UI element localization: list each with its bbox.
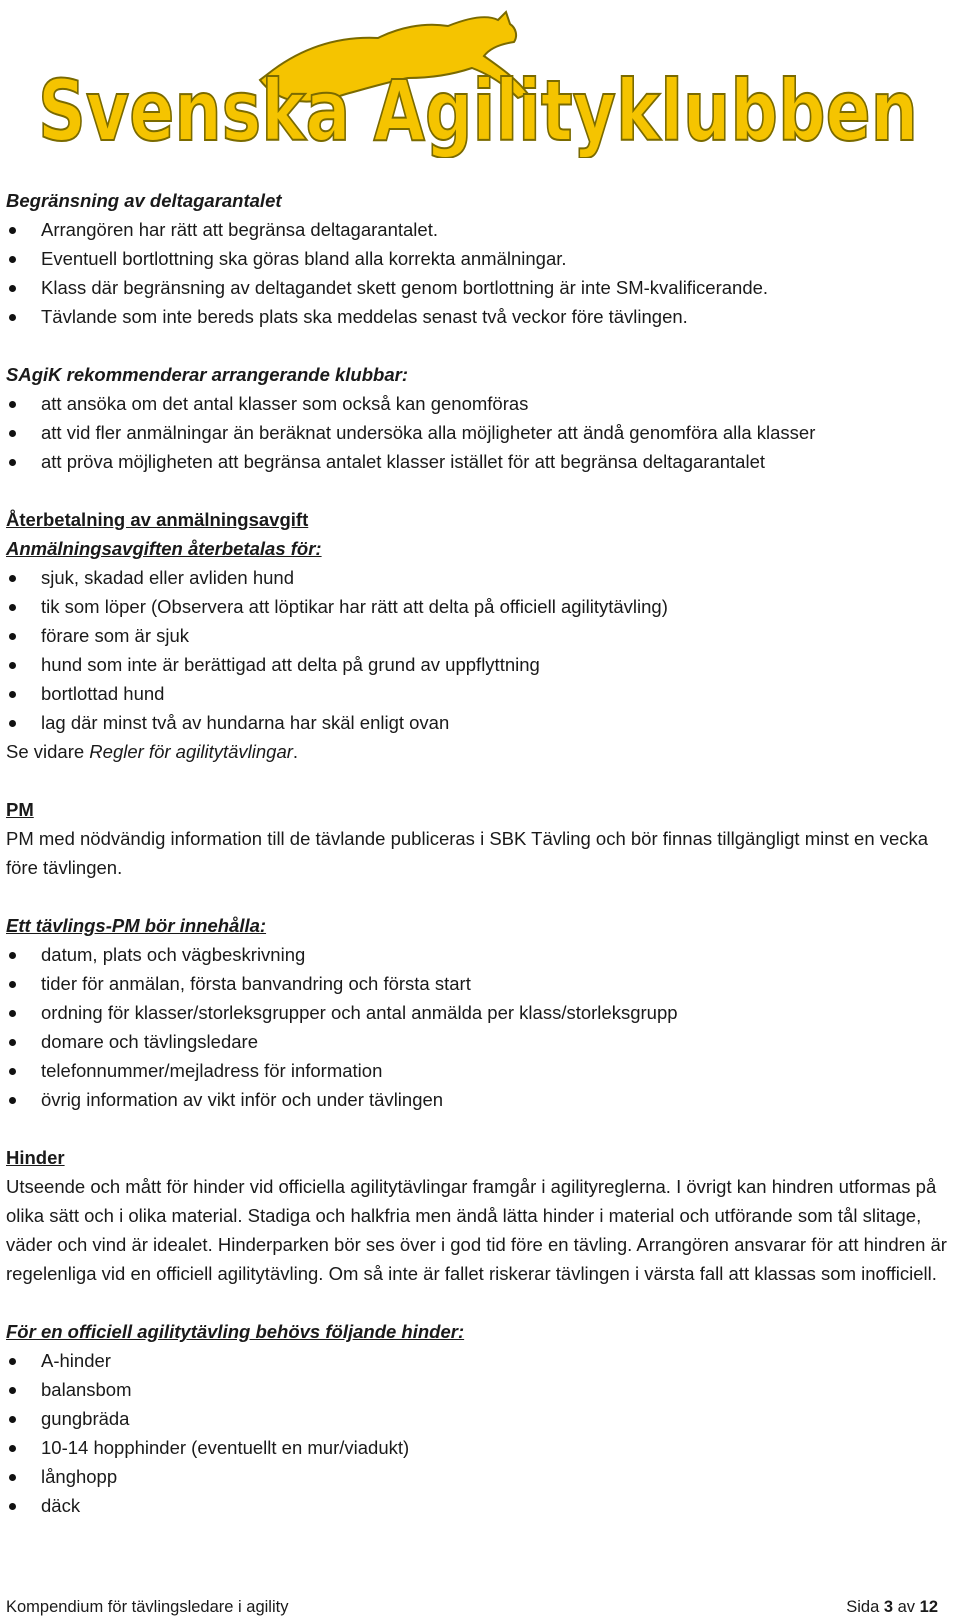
page-number (846, 1598, 938, 1617)
list-item: däck (6, 1491, 954, 1520)
logo-text: Svenska Agilityklubben (38, 62, 918, 158)
page-footer (6, 1598, 938, 1617)
logo (28, 8, 928, 158)
footer-title: Kompendium för tävlingsledare i agility (6, 1598, 289, 1616)
list-item: A-hinder (6, 1346, 954, 1375)
list-rekommendationer (6, 389, 954, 476)
heading-deltagarantal: Begränsning av deltagarantalet (6, 190, 282, 211)
list-item: telefonnummer/mejladress för information (6, 1056, 954, 1085)
hinder-paragraph: Utseende och mått för hinder vid officiella agilitytävlingar framgår i agilityreglerna. I övrigt kan hindren utformas på olika sätt och i olika material. Stadiga och halkfria men ändå lätta hinder i material och utförande som tål slitage, väder och vind är idealet. Hinderparken bör ses över i god tid före en tävling. Arrangören ansvarar för att hindren är regelenliga vid en officiell agilitytävling. Om så inte är fallet riskerar tävlingen i värsta fall att klassas som inofficiell. (6, 1176, 947, 1284)
list-item: tider för anmälan, första banvandring och första start (6, 969, 954, 998)
list-item: datum, plats och vägbeskrivning (6, 940, 954, 969)
subheading-aterbetalas: Anmälningsavgiften återbetalas för: (6, 538, 322, 559)
rules-reference: Regler för agilitytävlingar (89, 741, 293, 762)
list-item: bortlottad hund (6, 679, 954, 708)
list-item: att ansöka om det antal klasser som också kan genomföras (6, 389, 954, 418)
heading-pm-innehall: Ett tävlings-PM bör innehålla: (6, 915, 267, 936)
list-item: övrig information av vikt inför och under tävlingen (6, 1085, 954, 1114)
list-item: ordning för klasser/storleksgrupper och antal anmälda per klass/storleksgrupp (6, 998, 954, 1027)
list-item: förare som är sjuk (6, 621, 954, 650)
list-item: sjuk, skadad eller avliden hund (6, 563, 954, 592)
page-current: 3 (883, 1598, 894, 1616)
list-hinder (6, 1346, 954, 1520)
list-item: Eventuell bortlottning ska göras bland alla korrekta anmälningar. (6, 244, 954, 273)
list-aterbetalning (6, 563, 954, 737)
list-deltagarantal (6, 215, 954, 331)
list-pm-innehall (6, 940, 954, 1114)
document-body (6, 186, 954, 1520)
list-item: balansbom (6, 1375, 954, 1404)
page-total: 12 (919, 1598, 938, 1616)
see-also-suffix: . (292, 741, 299, 762)
list-item: tik som löper (Observera att löptikar har rätt att delta på officiell agilitytävling) (6, 592, 954, 621)
list-item: långhopp (6, 1462, 954, 1491)
list-item: Arrangören har rätt att begränsa deltagarantalet. (6, 215, 954, 244)
page-mid: av (893, 1598, 920, 1616)
list-item: hund som inte är berättigad att delta på grund av uppflyttning (6, 650, 954, 679)
list-item: lag där minst två av hundarna har skäl enligt ovan (6, 708, 954, 737)
list-item: Klass där begränsning av deltagandet skett genom bortlottning är inte SM-kvalificerande. (6, 273, 954, 302)
see-also-prefix: Se vidare (6, 741, 90, 762)
heading-pm: PM (6, 799, 34, 820)
heading-rekommendationer: SAgiK rekommenderar arrangerande klubbar: (6, 364, 408, 385)
heading-hinder-lista: För en officiell agilitytävling behövs följande hinder: (6, 1321, 465, 1342)
page-prefix: Sida (846, 1598, 884, 1616)
heading-hinder: Hinder (6, 1147, 65, 1168)
see-also-line (6, 737, 954, 766)
list-item: att pröva möjligheten att begränsa antalet klasser istället för att begränsa deltagarantalet (6, 447, 954, 476)
heading-aterbetalning: Återbetalning av anmälningsavgift (6, 509, 309, 530)
list-item: 10-14 hopphinder (eventuellt en mur/viadukt) (6, 1433, 954, 1462)
list-item: Tävlande som inte bereds plats ska meddelas senast två veckor före tävlingen. (6, 302, 954, 331)
pm-paragraph: PM med nödvändig information till de tävlande publiceras i SBK Tävling och bör finnas tillgängligt minst en vecka före tävlingen. (6, 828, 929, 878)
list-item: domare och tävlingsledare (6, 1027, 954, 1056)
list-item: gungbräda (6, 1404, 954, 1433)
list-item: att vid fler anmälningar än beräknat undersöka alla möjligheter att ändå genomföra alla klasser (6, 418, 954, 447)
